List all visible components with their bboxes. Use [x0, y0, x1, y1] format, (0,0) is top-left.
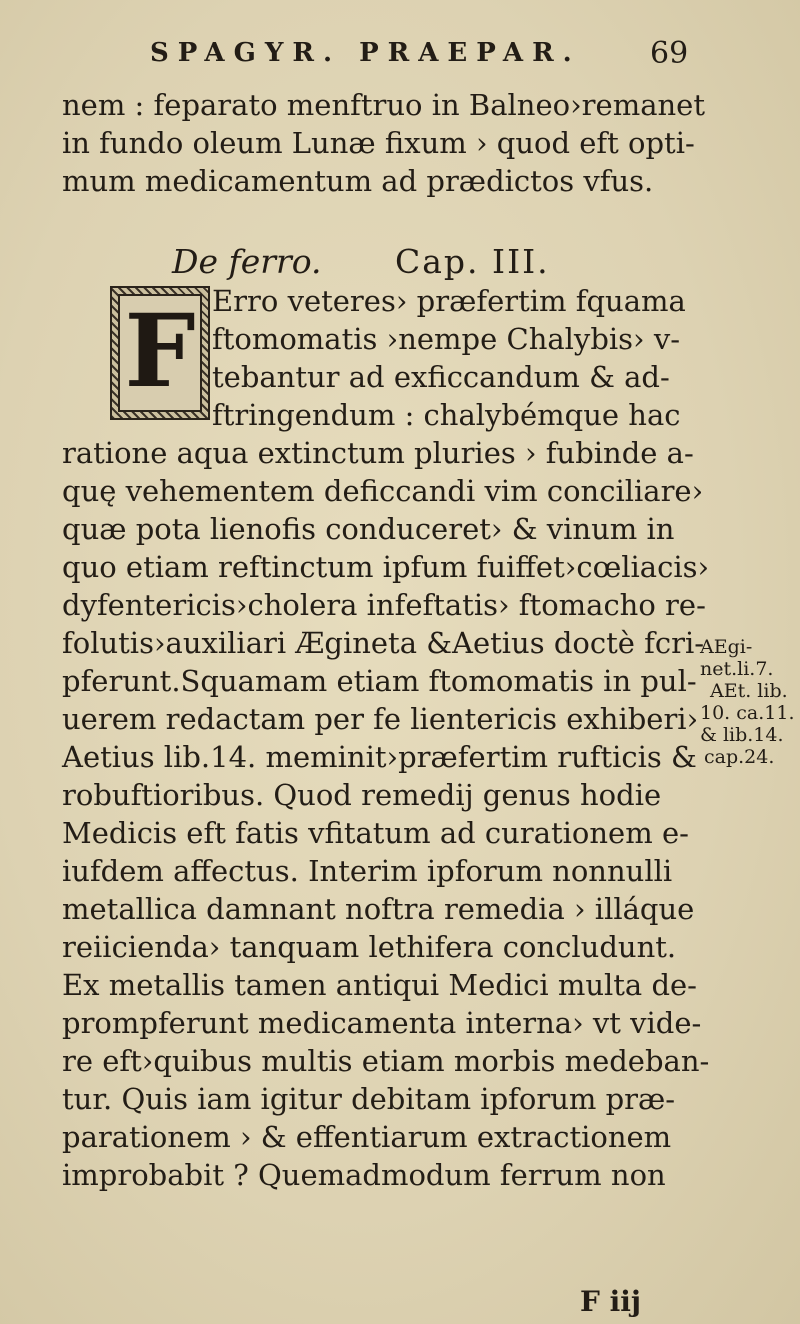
text-line: improbabit ? Quemadmodum ferrum non — [62, 1158, 666, 1192]
text-line: iufdem affectus. Interim ipforum nonnulli — [62, 854, 673, 888]
text-line: mum medicamentum ad prædictos vfus. — [62, 164, 654, 198]
chapter-number: Cap. III. — [395, 242, 550, 281]
marginal-note: & lib.14. — [700, 724, 784, 746]
page-number: 69 — [650, 36, 689, 71]
text-line: ftringendum : chalybémque hac — [212, 398, 681, 432]
text-line: Erro veteres› præfertim fquama — [212, 284, 686, 318]
text-line: Ex metallis tamen antiqui Medici multa de- — [62, 968, 697, 1002]
marginal-note: AEt. lib. — [710, 680, 788, 702]
text-line: quo etiam reftinctum ipfum fuiffet›cœliacis› — [62, 550, 710, 584]
chapter-title: De ferro. — [172, 242, 322, 281]
text-line: re eft›quibus multis etiam morbis medeban- — [62, 1044, 710, 1078]
text-line: quę vehementem deficcandi vim conciliare› — [62, 474, 704, 508]
decorated-initial — [110, 286, 210, 420]
text-line: Medicis eft fatis vfitatum ad curationem e- — [62, 816, 689, 850]
text-line: tebantur ad exficcandum & ad- — [212, 360, 670, 394]
text-line: metallica damnant noftra remedia › illáque — [62, 892, 695, 926]
text-line: quæ pota lienofis conduceret› & vinum in — [62, 512, 675, 546]
text-line: prompferunt medicamenta interna› vt vide- — [62, 1006, 702, 1040]
marginal-note: net.li.7. — [700, 658, 774, 680]
text-line: pferunt.Squamam etiam ftomomatis in pul- — [62, 664, 697, 698]
text-line: folutis›auxiliari Ægineta &Aetius doctè fcri- — [62, 626, 705, 660]
text-line: nem : feparato menftruo in Balneo›remanet — [62, 88, 705, 122]
text-line: dyfentericis›cholera infeftatis› ftomacho re- — [62, 588, 706, 622]
running-head — [150, 36, 689, 71]
running-head-title: SPAGYR. PRAEPAR. — [150, 38, 581, 68]
text-line: robuftioribus. Quod remedij genus hodie — [62, 778, 662, 812]
text-line: in fundo oleum Lunæ fixum › quod eft opti- — [62, 126, 695, 160]
text-line: Aetius lib.14. meminit›præfertim rufticis & — [62, 740, 697, 774]
text-line: parationem › & effentiarum extractionem — [62, 1120, 672, 1154]
text-line: ratione aqua extinctum pluries › fubinde a- — [62, 436, 694, 470]
text-line: tur. Quis iam igitur debitam ipforum præ- — [62, 1082, 676, 1116]
text-line: reiicienda› tanquam lethifera concludunt. — [62, 930, 677, 964]
marginal-note: 10. ca.11. — [700, 702, 795, 724]
initial-letter: F — [124, 292, 196, 410]
marginal-note: cap.24. — [704, 746, 775, 768]
signature-mark: F iij — [580, 1285, 642, 1318]
marginal-note: AEgi- — [700, 636, 753, 658]
text-line: uerem redactam per fe lientericis exhiberi› — [62, 702, 699, 736]
text-line: ftomomatis ›nempe Chalybis› v- — [212, 322, 681, 356]
